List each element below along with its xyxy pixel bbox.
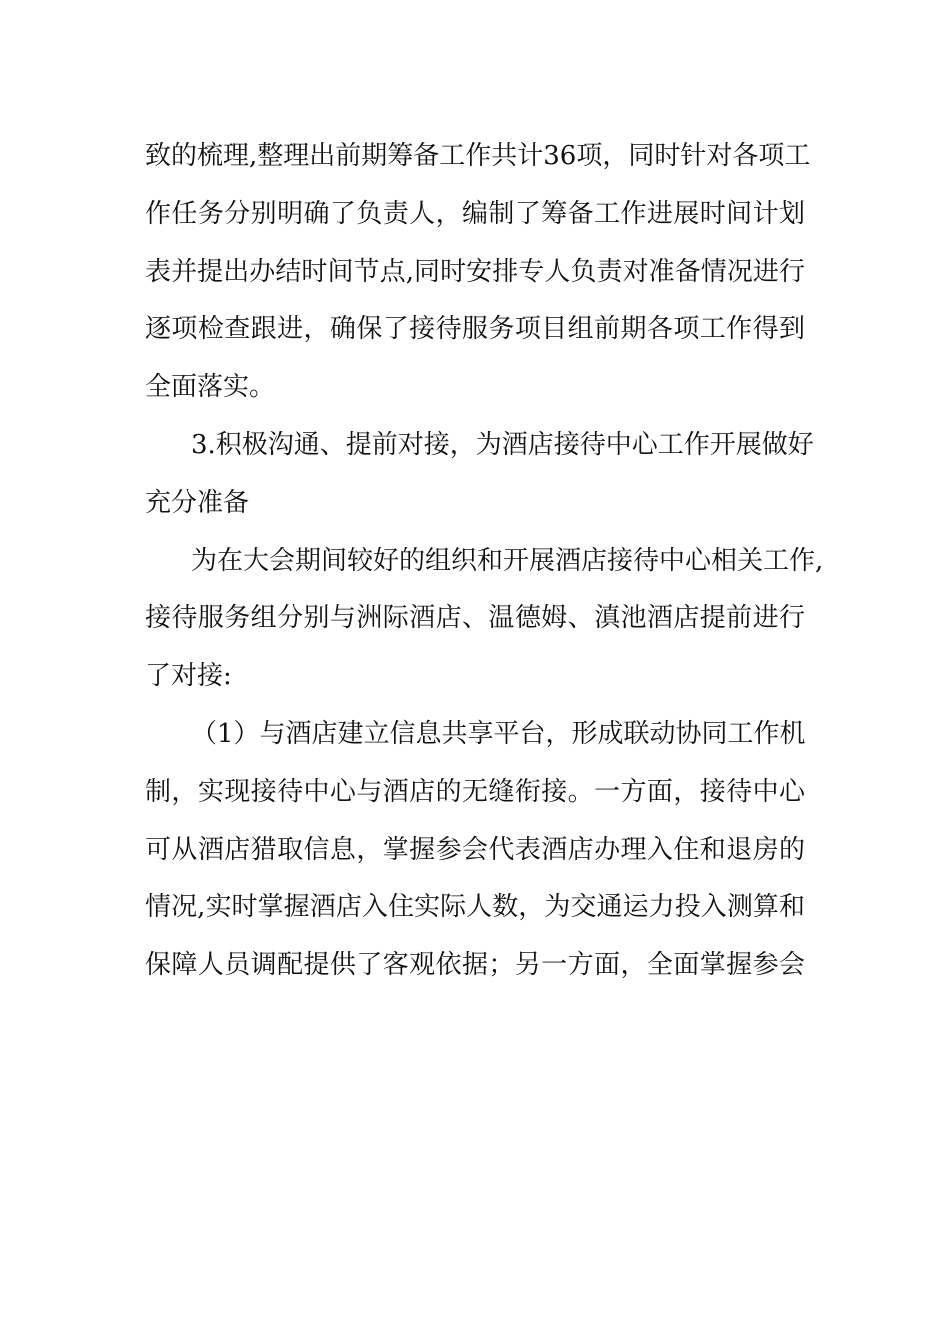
body-line: 作任务分别明确了负责人，编制了筹备工作进展时间计划 (145, 198, 805, 229)
body-line: 情况,实时掌握酒店入住实际人数，为交通运力投入测算和 (145, 892, 805, 923)
section-heading-line: 充分准备 (145, 487, 250, 518)
body-line: 表并提出办结时间节点,同时安排专人负责对准备情况进行 (145, 256, 805, 287)
body-line: 接待服务组分别与洲际酒店、温德姆、滇池酒店提前进行 (145, 603, 805, 634)
body-line: 全面落实。 (145, 372, 276, 403)
document-body (145, 128, 824, 995)
body-line: 致的梳理,整理出前期筹备工作共计36项，同时针对各项工 (145, 141, 811, 171)
list-item-line: （1）与酒店建立信息共享平台，形成联动协同工作机 (191, 718, 806, 749)
body-line: 制，实现接待中心与酒店的无缝衔接。一方面，接待中心 (145, 776, 805, 807)
body-line: 逐项检查跟进，确保了接待服务项目组前期各项工作得到 (145, 314, 805, 345)
body-line: 保障人员调配提供了客观依据；另一方面，全面掌握参会 (145, 950, 805, 981)
body-line: 可从酒店猎取信息，掌握参会代表酒店办理入住和退房的 (145, 834, 805, 865)
body-line: 了对接: (145, 661, 232, 692)
body-line: 为在大会期间较好的组织和开展酒店接待中心相关工作, (191, 545, 824, 576)
section-heading-line: 3.积极沟通、提前对接，为酒店接待中心工作开展做好 (191, 429, 814, 460)
